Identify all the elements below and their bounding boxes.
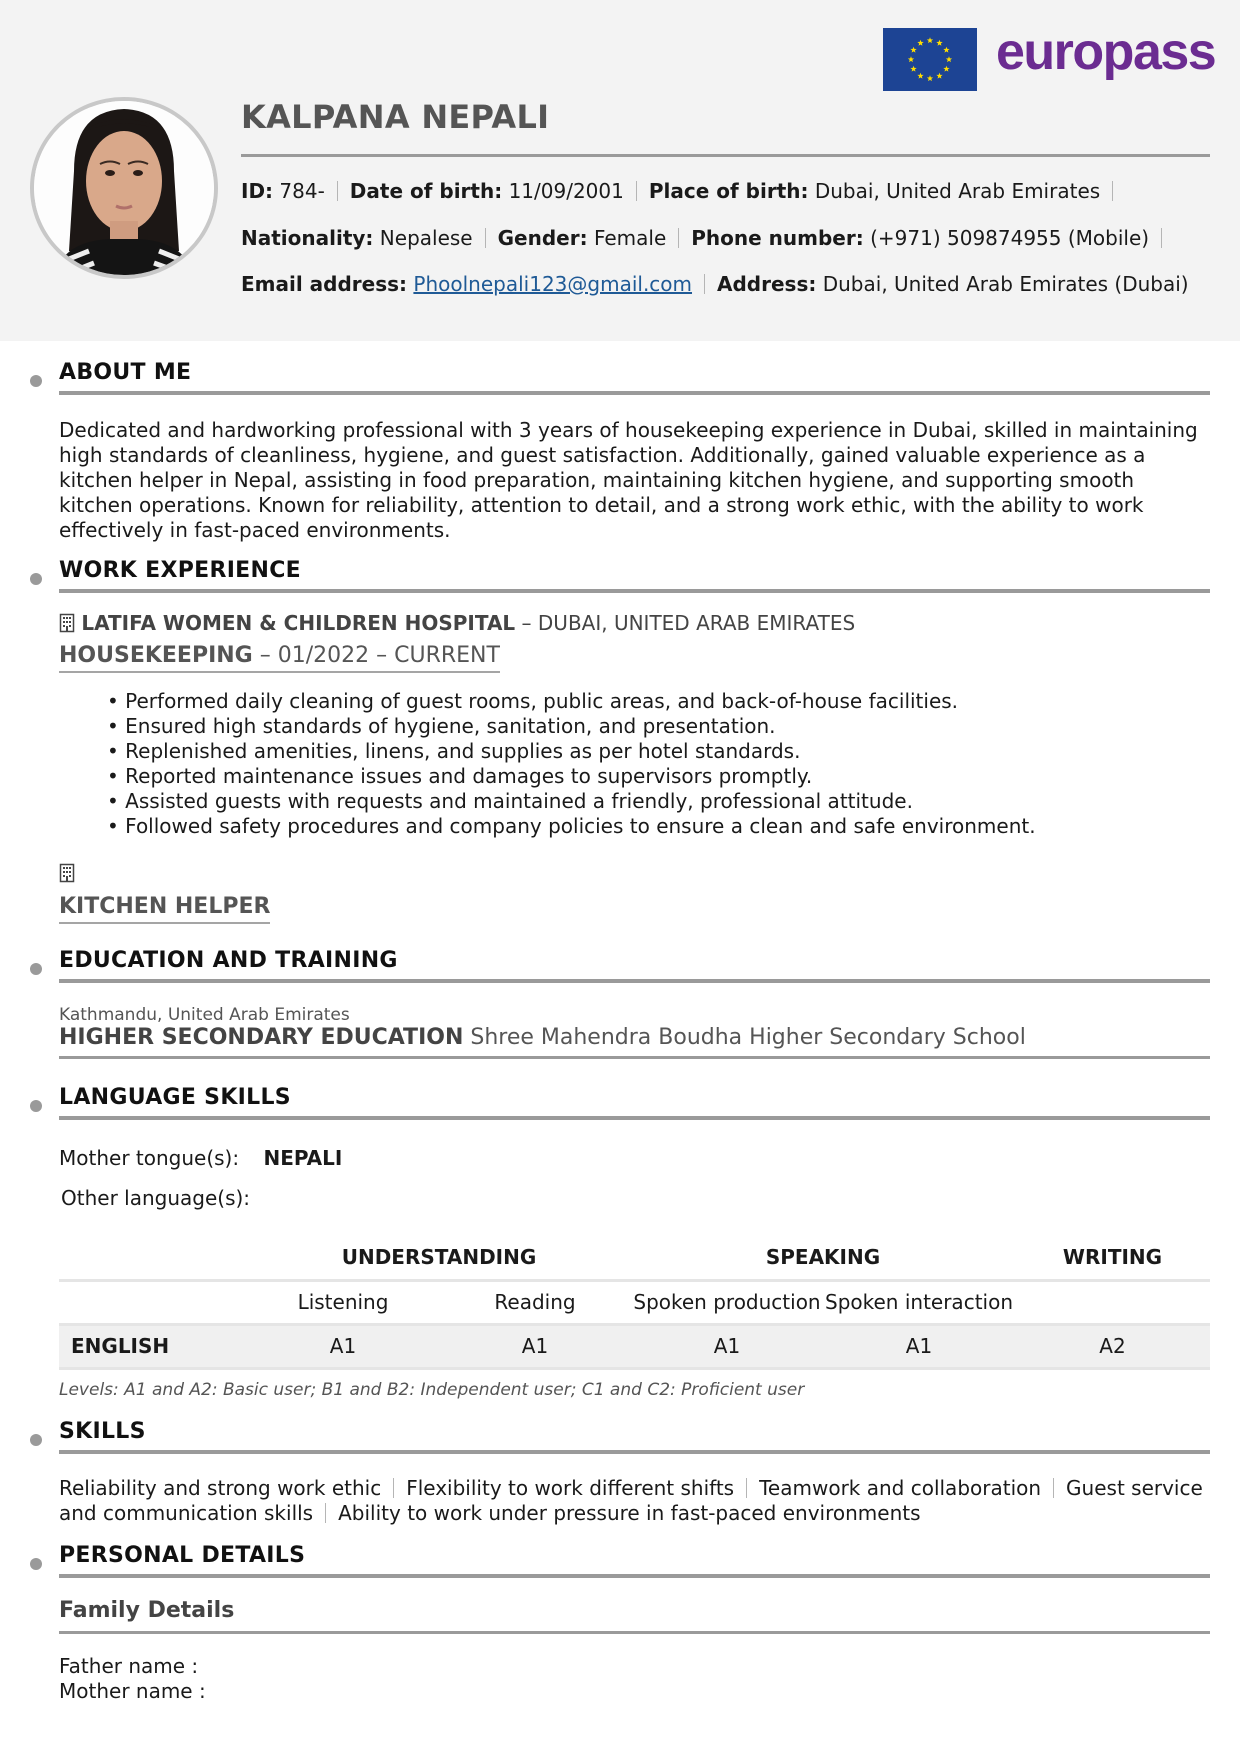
list-item: • Assisted guests with requests and maintained a friendly, professional attitude. [107,789,1210,814]
subhead-spoken-interaction: Spoken interaction [825,1290,1013,1314]
list-item: • Reported maintenance issues and damages to supervisors promptly. [107,764,1210,789]
section-work [59,558,1210,924]
dob-label: Date of birth: [349,179,503,203]
section-heading: ABOUT ME [59,360,192,385]
skill-item: Reliability and strong work ethic [59,1476,382,1500]
level-reading: A1 [439,1324,631,1368]
section-bullet-icon [30,573,42,585]
europass-logo: europass [996,23,1216,81]
separator [337,181,338,201]
about-text: Dedicated and hardworking professional with 3 years of housekeeping experience in Dubai, skilled in maintaining high standards of cleanliness, hygiene, and guest satisfaction. Additionally, gained valuable experience as a kitchen helper in Nepal, assisting in food preparation, maintaining kitchen hygiene, and supporting smooth kitchen operations. Known for reliability, attention to detail, and a strong work ethic, with the ability to work effectively in fast-paced environments. [59,418,1198,542]
subhead-reading: Reading [494,1290,576,1314]
group-understanding: UNDERSTANDING [247,1236,631,1280]
employer-line [59,863,1210,884]
subhead-listening: Listening [297,1290,389,1314]
other-languages-label: Other language(s): [61,1186,251,1210]
education-entry [59,1025,1210,1059]
section-bullet-icon [30,1558,42,1570]
job-title [59,894,270,924]
separator [1161,228,1162,248]
list-item: • Followed safety procedures and company policies to ensure a clean and safe environment. [107,814,1210,839]
nationality-value: Nepalese [379,226,473,250]
skill-item: Ability to work under pressure in fast-paced environments [338,1501,921,1525]
job-duties-list [59,689,1210,839]
separator [1112,181,1113,201]
level-listening: A1 [247,1324,439,1368]
level-writing: A2 [1015,1324,1210,1368]
separator [393,1478,394,1498]
skill-item: Flexibility to work different shifts [406,1476,735,1500]
language-name: ENGLISH [59,1324,247,1368]
separator [746,1478,747,1498]
section-heading: PERSONAL DETAILS [59,1543,306,1568]
phone-label: Phone number: [691,226,864,250]
list-item: • Ensured high standards of hygiene, sanitation, and presentation. [107,714,1210,739]
levels-legend: Levels: A1 and A2: Basic user; B1 and B2: Independent user; C1 and C2: Proficient user [59,1379,805,1400]
mother-name-line: Mother name : [59,1679,206,1703]
job-title-text: HOUSEKEEPING [59,643,253,668]
language-group-header [59,1236,1210,1280]
skill-item: Guest service and communication skills [59,1476,1203,1525]
header-band [0,0,1240,341]
section-divider [59,589,1210,593]
list-item: • Replenished amenities, linens, and supplies as per hotel standards. [107,739,1210,764]
email-label: Email address: [241,272,408,296]
skills-list [59,1476,1210,1526]
candidate-name: KALPANA NEPALI [241,98,550,136]
section-languages [59,1085,1210,1400]
separator [325,1503,326,1523]
section-bullet-icon [30,1434,42,1446]
language-subheader [59,1280,1210,1324]
eu-flag-icon [883,28,977,91]
section-divider [59,979,1210,983]
section-divider [59,391,1210,395]
email-link[interactable]: Phoolnepali123@gmail.com [413,272,693,296]
separator [485,228,486,248]
section-divider [59,1116,1210,1120]
info-row-1 [241,179,1125,203]
building-icon [59,863,75,883]
level-spoken-interaction: A1 [823,1324,1015,1368]
table-row [59,1324,1210,1368]
section-heading: SKILLS [59,1419,146,1444]
mother-tongue-value: NEPALI [263,1146,343,1170]
section-heading: LANGUAGE SKILLS [59,1085,291,1110]
education-location: Kathmandu, United Arab Emirates [59,1005,350,1025]
section-personal [59,1543,1210,1704]
section-bullet-icon [30,963,42,975]
family-details [59,1654,1210,1704]
employer-location: – DUBAI, UNITED ARAB EMIRATES [515,611,856,635]
subsection-divider [59,1631,1210,1634]
nationality-label: Nationality: [241,226,374,250]
profile-photo [30,97,218,279]
list-item: • Performed daily cleaning of guest rooms, public areas, and back-of-house facilities. [107,689,1210,714]
separator [636,181,637,201]
father-name-line: Father name : [59,1654,199,1678]
building-icon [59,613,75,633]
gender-label: Gender: [497,226,588,250]
info-row-2 [241,226,1174,250]
subsection-heading: Family Details [59,1598,235,1623]
education-title: HIGHER SECONDARY EDUCATION [59,1025,464,1050]
section-skills [59,1419,1210,1526]
employer-name: LATIFA WOMEN & CHILDREN HOSPITAL [81,611,516,635]
language-table [59,1236,1210,1370]
mother-tongue-row [59,1146,1210,1170]
section-bullet-icon [30,375,42,387]
phone-value: (+971) 509874955 (Mobile) [870,226,1150,250]
section-heading: EDUCATION AND TRAINING [59,948,398,973]
job-title-text: KITCHEN HELPER [59,894,271,919]
section-education [59,948,1210,1059]
separator [1053,1478,1054,1498]
gender-value: Female [593,226,667,250]
address-label: Address: [717,272,817,296]
id-value: 784- [279,179,325,203]
group-speaking: SPEAKING [631,1236,1015,1280]
level-spoken-production: A1 [631,1324,823,1368]
employer-line [59,611,1210,635]
separator [678,228,679,248]
pob-value: Dubai, United Arab Emirates [814,179,1101,203]
mother-tongue-label: Mother tongue(s): [59,1146,240,1170]
section-heading: WORK EXPERIENCE [59,558,301,583]
section-about [59,360,1210,543]
section-divider [59,1574,1210,1578]
subhead-spoken-production: Spoken production [633,1290,821,1314]
section-bullet-icon [30,1100,42,1112]
dob-value: 11/09/2001 [508,179,624,203]
education-school: Shree Mahendra Boudha Higher Secondary School [463,1025,1026,1050]
job-dates: – 01/2022 – CURRENT [252,643,500,668]
separator [704,274,705,294]
job-title [59,643,500,673]
info-row-3 [241,272,1189,296]
section-divider [59,1450,1210,1454]
address-value: Dubai, United Arab Emirates (Dubai) [822,272,1189,296]
group-writing: WRITING [1015,1236,1210,1280]
id-label: ID: [241,179,274,203]
skill-item: Teamwork and collaboration [759,1476,1042,1500]
name-divider [241,154,1210,157]
pob-label: Place of birth: [648,179,809,203]
